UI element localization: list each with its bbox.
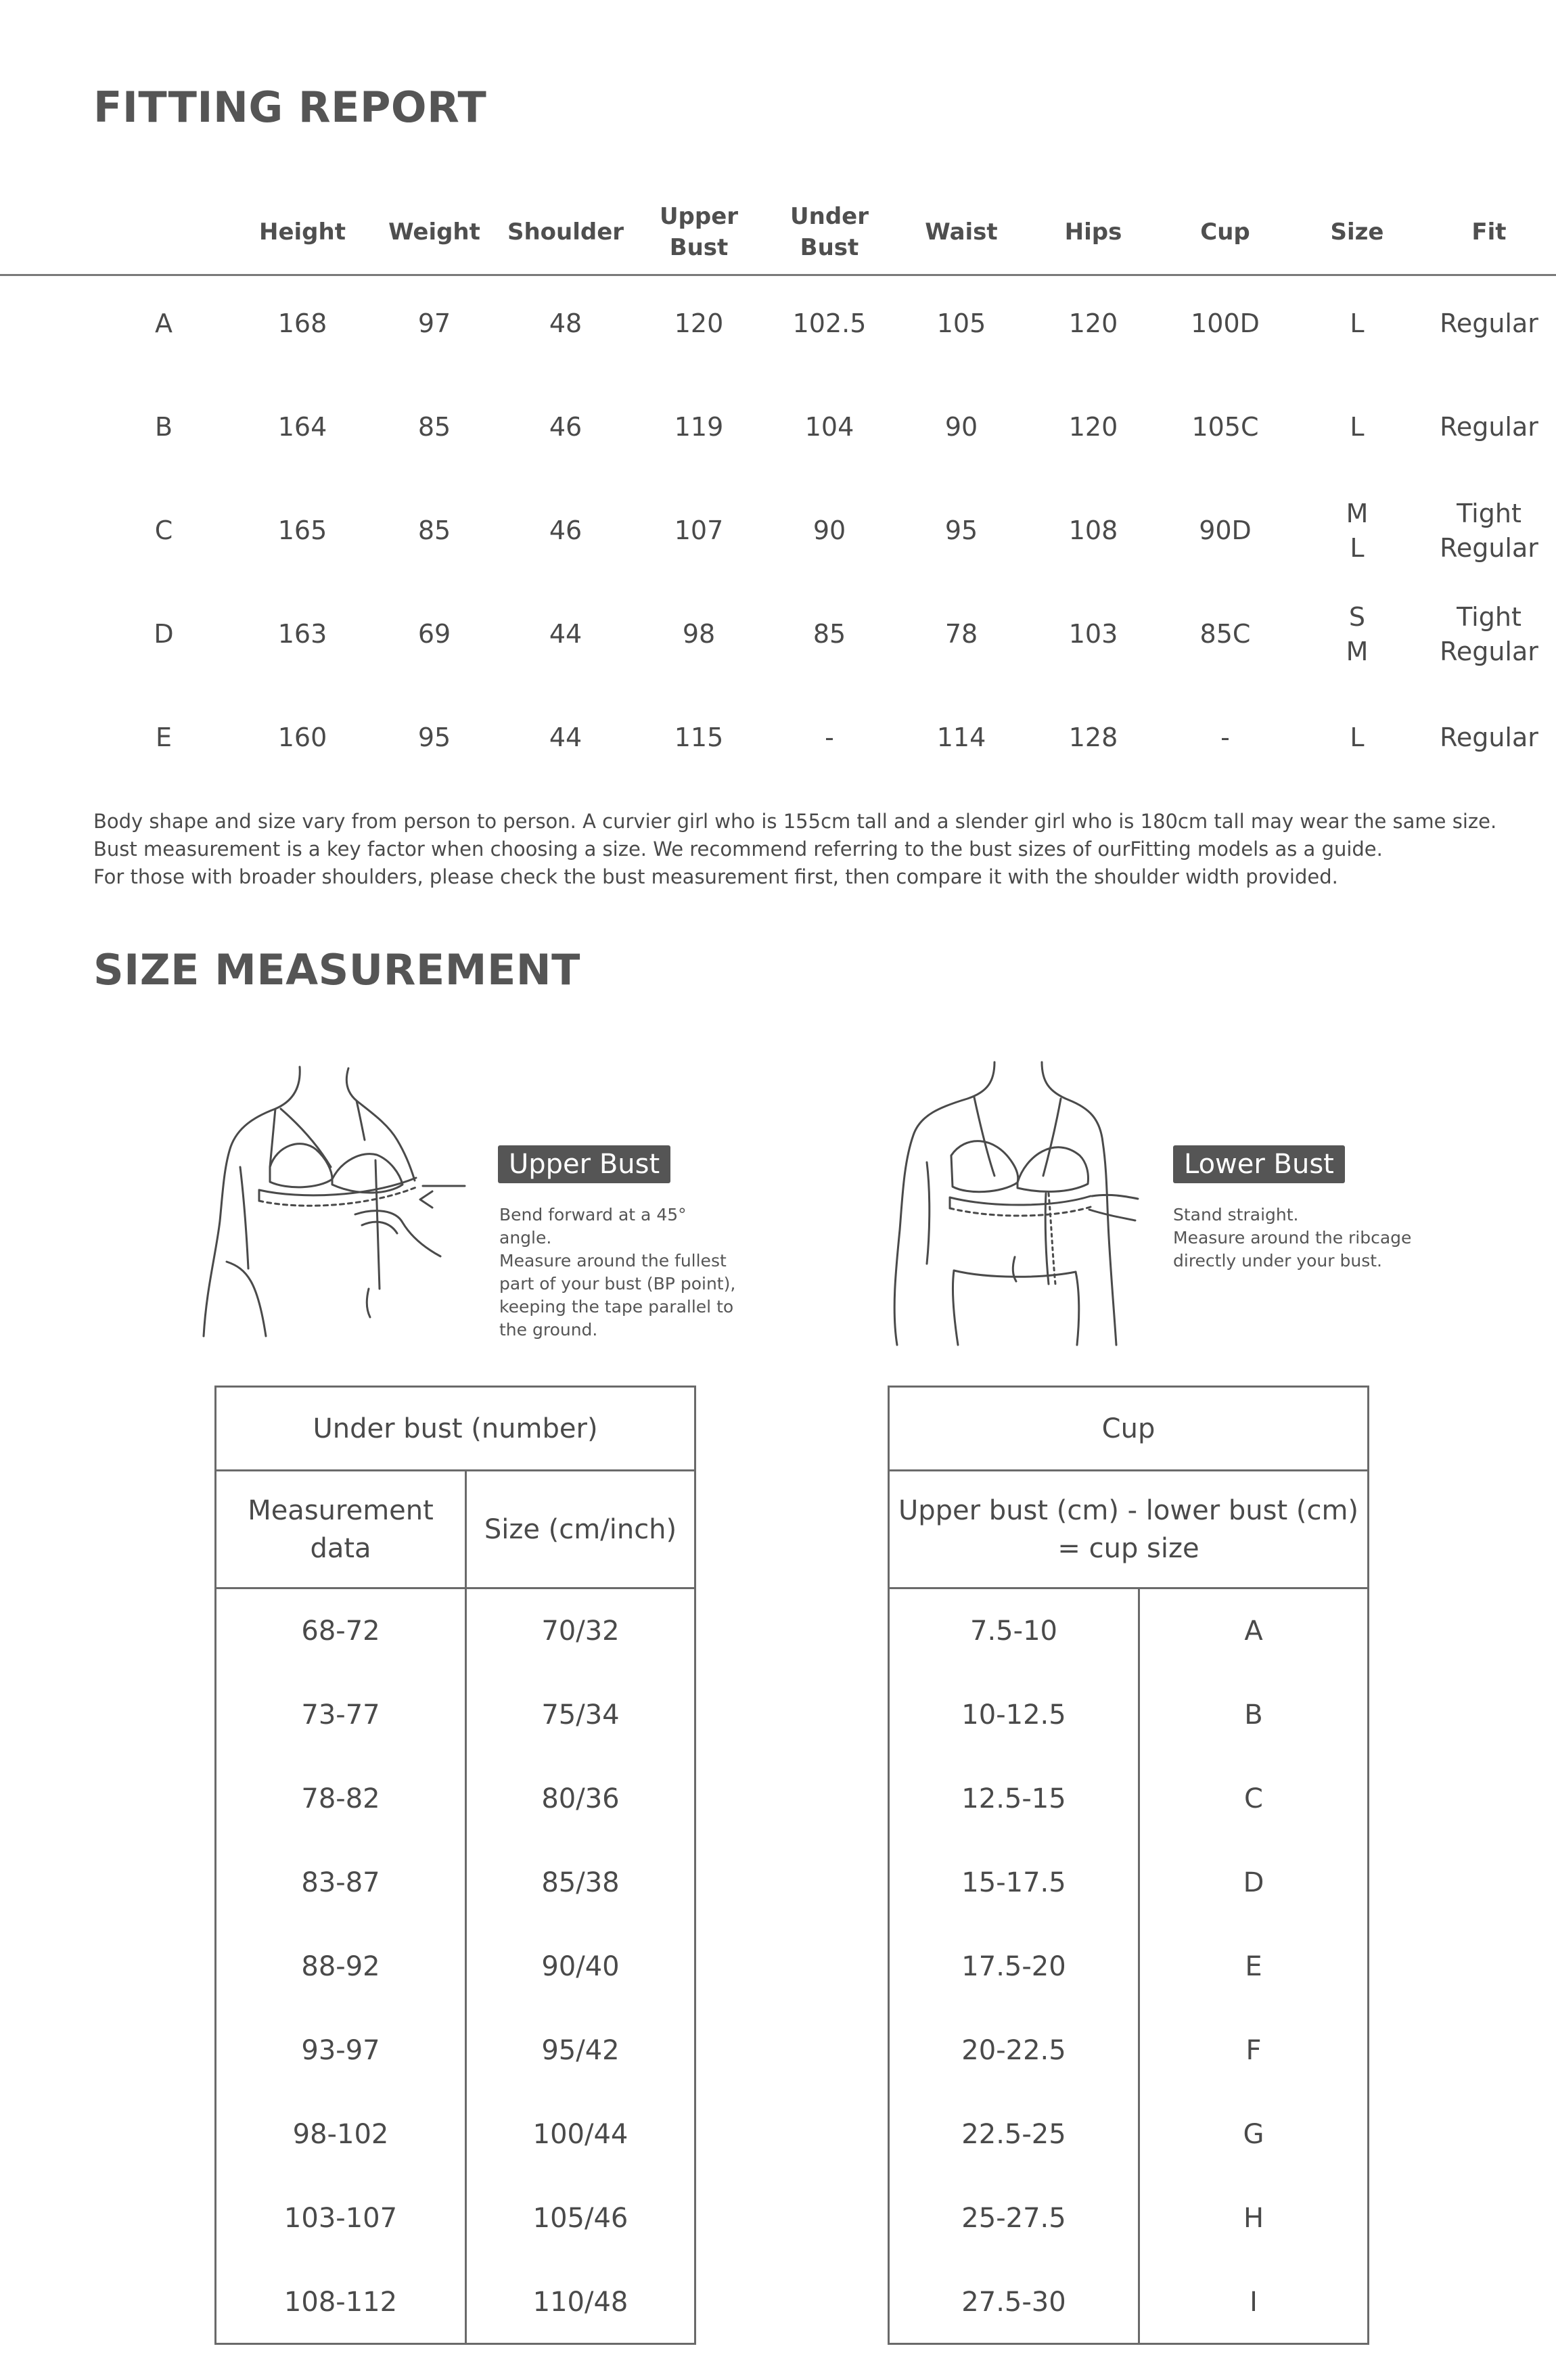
size-cell: 90/40 — [541, 1951, 620, 1982]
measurement-cell: 68-72 — [301, 1616, 380, 1647]
size-cell: 95/42 — [541, 2035, 620, 2066]
note-line: Body shape and size vary from person to person. A curvier girl who is 155cm tall and a slender girl who is 180cm tall may wear the same size. — [93, 810, 1497, 833]
height-value: 164 — [277, 412, 327, 442]
cup-table — [888, 1386, 1369, 2345]
note-line: Bust measurement is a key factor when choosing a size. We recommend referring to the bust sizes of ourFitting models as a guide. — [93, 838, 1383, 861]
difference-cell: 7.5-10 — [970, 1616, 1057, 1647]
model-label: C — [154, 516, 173, 546]
size-value: L — [1350, 412, 1365, 442]
header-under-bust: Under Bust — [790, 203, 869, 261]
shoulder-value: 46 — [549, 516, 582, 546]
under-bust-value: 102.5 — [792, 308, 867, 339]
measurement-cell: 83-87 — [301, 1867, 380, 1898]
weight-value: 95 — [417, 723, 451, 753]
cup-letter-cell: E — [1245, 1951, 1262, 1982]
fitting-row-c — [0, 491, 1556, 571]
shoulder-value: 44 — [549, 619, 582, 649]
fitting-row-a — [0, 284, 1556, 364]
difference-cell: 15-17.5 — [961, 1867, 1066, 1898]
under-bust-value: 104 — [804, 412, 854, 442]
size-value: L — [1350, 723, 1365, 753]
fit-value: Regular — [1440, 723, 1538, 753]
weight-value: 85 — [417, 412, 451, 442]
difference-cell: 27.5-30 — [961, 2287, 1066, 2318]
upper-bust-value: 120 — [674, 308, 724, 339]
upper-bust-illustration — [200, 1066, 484, 1343]
height-value: 163 — [277, 619, 327, 649]
upper-bust-value: 98 — [682, 619, 716, 649]
model-label: D — [154, 619, 174, 649]
header-waist: Waist — [925, 219, 998, 246]
fit-value: Tight Regular — [1440, 601, 1538, 666]
measurement-cell: 73-77 — [301, 1699, 380, 1731]
measurement-data-header: Measurement data — [248, 1494, 434, 1564]
upper-bust-description: Bend forward at a 45° angle. Measure around the fullest part of your bust (BP point), keeping the tape parallel to the ground. — [499, 1205, 736, 1340]
upper-bust-value: 119 — [674, 412, 724, 442]
header-divider — [0, 274, 1556, 276]
size-cell: 75/34 — [541, 1699, 620, 1731]
upper-bust-label: Upper Bust — [498, 1145, 670, 1183]
measurement-cell: 103-107 — [283, 2203, 398, 2234]
weight-value: 97 — [417, 308, 451, 339]
size-cell: 110/48 — [532, 2287, 628, 2318]
difference-cell: 12.5-15 — [961, 1783, 1066, 1814]
size-value: L — [1350, 308, 1365, 339]
difference-cell: 25-27.5 — [961, 2203, 1066, 2234]
hips-value: 128 — [1068, 723, 1118, 753]
fitting-row-d — [0, 595, 1556, 674]
header-weight: Weight — [388, 219, 480, 246]
upper-bust-value: 115 — [674, 723, 724, 753]
cup-letter-cell: A — [1244, 1616, 1263, 1647]
cup-value: 105C — [1191, 412, 1259, 442]
cup-letter-cell: F — [1245, 2035, 1262, 2066]
under-bust-value: - — [825, 723, 834, 753]
cup-letter-cell: C — [1244, 1783, 1263, 1814]
lower-bust-description: Stand straight. Measure around the ribcage directly under your bust. — [1173, 1205, 1412, 1271]
under-bust-table-title: Under bust (number) — [216, 1388, 694, 1471]
difference-cell: 10-12.5 — [961, 1699, 1066, 1731]
hips-value: 120 — [1068, 308, 1118, 339]
waist-value: 90 — [944, 412, 978, 442]
measurement-cell: 108-112 — [283, 2287, 398, 2318]
height-value: 165 — [277, 516, 327, 546]
header-cup: Cup — [1200, 219, 1250, 246]
cup-value: - — [1220, 723, 1230, 753]
shoulder-value: 48 — [549, 308, 582, 339]
measurement-cell: 78-82 — [301, 1783, 380, 1814]
size-cell: 80/36 — [541, 1783, 620, 1814]
waist-value: 78 — [944, 619, 978, 649]
fitting-table-header — [0, 191, 1556, 275]
fit-value: Regular — [1440, 412, 1538, 442]
hips-value: 108 — [1068, 516, 1118, 546]
measurement-cell: 93-97 — [301, 2035, 380, 2066]
header-fit: Fit — [1471, 219, 1507, 246]
cup-table-title: Cup — [890, 1388, 1367, 1471]
cup-formula: Upper bust (cm) - lower bust (cm) = cup size — [898, 1494, 1359, 1564]
fit-value: Regular — [1440, 308, 1538, 339]
cup-letter-cell: I — [1250, 2287, 1258, 2318]
weight-value: 69 — [417, 619, 451, 649]
under-bust-table — [214, 1386, 696, 2345]
cup-value: 90D — [1199, 516, 1252, 546]
size-value: M L — [1346, 498, 1369, 563]
height-value: 160 — [277, 723, 327, 753]
hips-value: 120 — [1068, 412, 1118, 442]
size-measurement-title: SIZE MEASUREMENT — [93, 945, 580, 994]
fitting-row-e — [0, 698, 1556, 778]
under-bust-table-subheader — [216, 1471, 694, 1589]
waist-value: 105 — [936, 308, 986, 339]
header-shoulder: Shoulder — [507, 219, 624, 246]
cup-letter-cell: B — [1244, 1699, 1263, 1731]
size-cm-inch-header: Size (cm/inch) — [484, 1513, 677, 1545]
size-cell: 105/46 — [532, 2203, 628, 2234]
fitting-report-title: FITTING REPORT — [93, 83, 487, 132]
cup-letter-cell: G — [1243, 2119, 1264, 2150]
note-line: For those with broader shoulders, please check the bust measurement first, then compare it with the shoulder width provided. — [93, 865, 1338, 888]
upper-bust-value: 107 — [674, 516, 724, 546]
size-cell: 70/32 — [541, 1616, 620, 1647]
cup-value: 85C — [1199, 619, 1251, 649]
measurement-cell: 88-92 — [301, 1951, 380, 1982]
cup-value: 100D — [1191, 308, 1260, 339]
lower-bust-label: Lower Bust — [1173, 1145, 1345, 1183]
model-label: B — [154, 412, 173, 442]
size-value: S M — [1346, 601, 1369, 666]
header-height: Height — [259, 219, 346, 246]
header-upper-bust: Upper Bust — [659, 203, 739, 261]
model-label: E — [155, 723, 172, 753]
header-hips: Hips — [1064, 219, 1122, 246]
fitting-row-b — [0, 388, 1556, 467]
difference-cell: 22.5-25 — [961, 2119, 1066, 2150]
waist-value: 95 — [944, 516, 978, 546]
shoulder-value: 46 — [549, 412, 582, 442]
under-bust-value: 90 — [813, 516, 846, 546]
hips-value: 103 — [1068, 619, 1118, 649]
model-label: A — [155, 308, 173, 339]
header-size: Size — [1330, 219, 1384, 246]
size-cell: 85/38 — [541, 1867, 620, 1898]
weight-value: 85 — [417, 516, 451, 546]
cup-table-subheader — [890, 1471, 1367, 1589]
under-bust-value: 85 — [813, 619, 846, 649]
shoulder-value: 44 — [549, 723, 582, 753]
waist-value: 114 — [936, 723, 986, 753]
fitting-notes — [93, 808, 1528, 891]
height-value: 168 — [277, 308, 327, 339]
lower-bust-illustration — [886, 1061, 1143, 1348]
cup-letter-cell: D — [1243, 1867, 1264, 1898]
fit-value: Tight Regular — [1440, 498, 1538, 563]
measurement-cell: 98-102 — [292, 2119, 389, 2150]
size-cell: 100/44 — [532, 2119, 628, 2150]
cup-letter-cell: H — [1243, 2203, 1264, 2234]
difference-cell: 20-22.5 — [961, 2035, 1066, 2066]
difference-cell: 17.5-20 — [961, 1951, 1066, 1982]
